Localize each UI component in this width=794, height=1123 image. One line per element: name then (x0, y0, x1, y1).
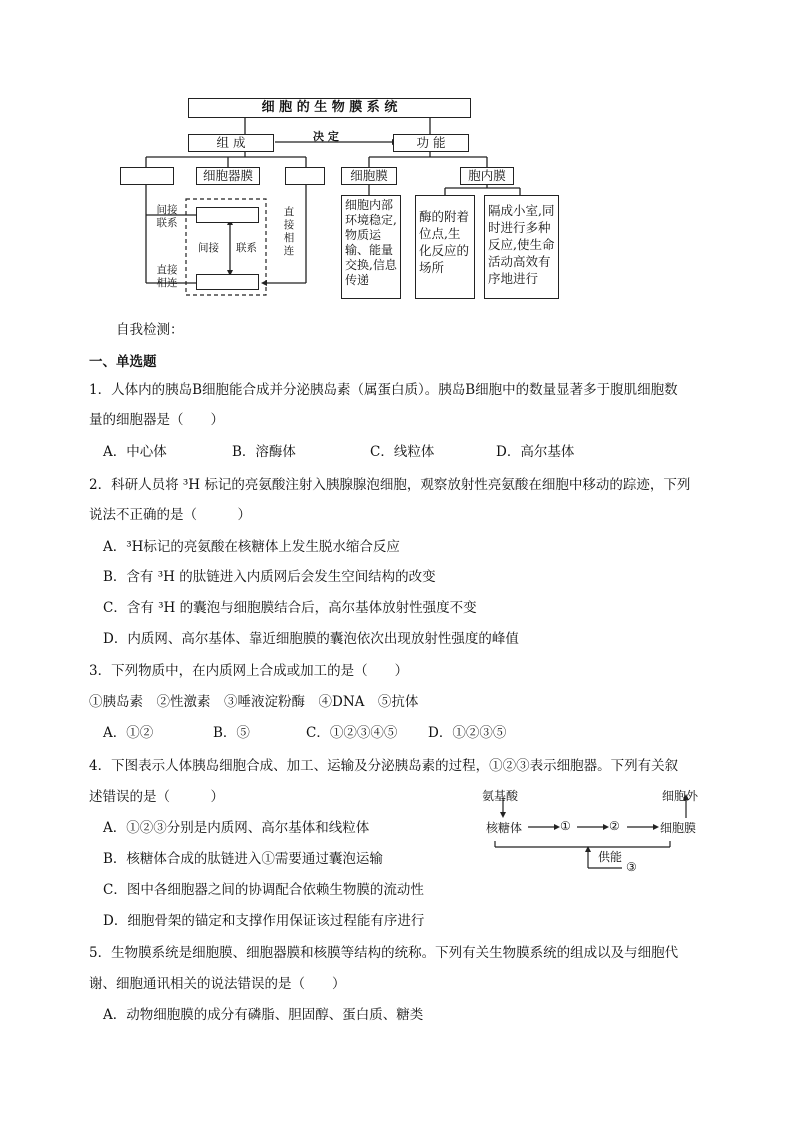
q5-option-a: A．动物细胞膜的成分有磷脂、胆固醇、蛋白质、糖类 (103, 1007, 424, 1023)
direct-contact-right: 直接 相连 (283, 206, 295, 257)
contact-label: 联系 (236, 242, 257, 254)
q3-option-d: D．①②③⑤ (428, 725, 507, 741)
q1-stem-line2: 量的细胞器是（ ） (89, 412, 224, 428)
indirect-contact-left: 间接 联系 (156, 204, 178, 229)
blank-box-upper (196, 207, 259, 223)
organelle-membrane-box (196, 167, 260, 185)
composition-label: 组 成 (216, 135, 246, 150)
determines-label: 决 定 (313, 130, 339, 143)
flow-energy: 供能 (598, 850, 623, 864)
compartment-function-box: 隔成小室,同时进行多种反应,使生命活动高效有序地进行 (484, 195, 559, 299)
q4-stem-line1: 4．下图表示人体胰岛细胞合成、加工、运输及分泌胰岛素的过程，①②③表示细胞器。下列有关叙 (89, 758, 679, 774)
blank-box-lower (196, 274, 259, 290)
intracellular-membrane-box (460, 167, 514, 185)
q3-stem: 3．下列物质中，在内质网上合成或加工的是（ ） (89, 663, 409, 679)
q3-option-b: B．⑤ (213, 725, 250, 741)
q4-option-b: B．核糖体合成的肽链进入①需要通过囊泡运输 (103, 851, 383, 867)
diagram-title: 细 胞 的 生 物 膜 系 统 (261, 100, 398, 115)
direct-contact-left: 直接 相连 (156, 264, 178, 289)
cell-membrane-label: 细胞膜 (350, 168, 388, 183)
q2-option-b: B．含有 ³H 的肽链进入内质网后会发生空间结构的改变 (103, 569, 436, 585)
q5-stem-line1: 5．生物膜系统是细胞膜、细胞器膜和核膜等结构的统称。下列有关生物膜系统的组成以及与细胞代 (89, 945, 679, 961)
q2-option-d: D．内质网、高尔基体、靠近细胞膜的囊泡依次出现放射性强度的峰值 (103, 631, 519, 647)
function-label: 功 能 (416, 135, 446, 150)
q3-option-a: A．①② (103, 725, 154, 741)
blank-box-cell-membrane (285, 167, 325, 185)
flow-cell-membrane: 细胞膜 (660, 821, 697, 835)
q3-option-c: C．①②③④⑤ (306, 725, 398, 741)
diagram-title-box (188, 98, 471, 118)
q2-stem-line1: 2．科研人员将 ³H 标记的亮氨酸注射入胰腺腺泡细胞，观察放射性亮氨酸在细胞中移动的踪迹，下列 (89, 477, 691, 493)
enzyme-function-box: 酶的附着位点,生化反应的场所 (415, 195, 475, 299)
q3-items: ①胰岛素 ②性激素 ③唾液淀粉酶 ④DNA ⑤抗体 (89, 694, 419, 710)
flow-amino-acid: 氨基酸 (482, 789, 519, 803)
indirect-label: 间接 (198, 242, 219, 254)
organelle-membrane-label: 细胞器膜 (202, 168, 253, 183)
q1-option-a: A．中心体 (103, 444, 167, 460)
q4-stem-line2: 述错误的是（ ） (89, 789, 224, 805)
q2-stem-line2: 说法不正确的是（ ） (89, 507, 251, 523)
q1-stem-line1: 1．人体内的胰岛B细胞能合成并分泌胰岛素（属蛋白质）。胰岛B细胞中的数量显著多于腹肌细胞数 (89, 382, 678, 398)
flow-ribosome: 核糖体 (486, 821, 523, 835)
section-single-choice: 一、单选题 (89, 354, 157, 370)
blank-box-nuclear (120, 167, 174, 185)
q2-option-c: C．含有 ³H 的囊泡与细胞膜结合后，高尔基体放射性强度不变 (103, 600, 477, 616)
self-check-heading: 自我检测： (116, 322, 184, 338)
cell-membrane-function-box: 细胞内部环境稳定,物质运输、能量交换,信息传递 (341, 195, 401, 299)
q1-option-c: C．线粒体 (370, 444, 435, 460)
q4-option-a: A．①②③分别是内质网、高尔基体和线粒体 (103, 820, 370, 836)
q1-option-b: B．溶酶体 (232, 444, 296, 460)
q2-option-a: A．³H标记的亮氨酸在核糖体上发生脱水缩合反应 (103, 539, 400, 555)
q5-stem-line2: 谢、细胞通讯相关的说法错误的是（ ） (89, 976, 346, 992)
q4-option-d: D．细胞骨架的锚定和支撑作用保证该过程能有序进行 (103, 913, 425, 929)
q4-option-c: C．图中各细胞器之间的协调配合依赖生物膜的流动性 (103, 882, 424, 898)
composition-box (188, 134, 274, 152)
q1-option-d: D．高尔基体 (496, 444, 575, 460)
intracellular-membrane-label: 胞内膜 (468, 168, 506, 183)
flow-organelle-1: ① (560, 819, 571, 833)
flow-organelle-2: ② (609, 819, 620, 833)
cell-membrane-box (341, 167, 397, 185)
function-box (393, 134, 469, 152)
flow-outside: 细胞外 (662, 789, 699, 803)
flow-organelle-3: ③ (626, 860, 637, 874)
